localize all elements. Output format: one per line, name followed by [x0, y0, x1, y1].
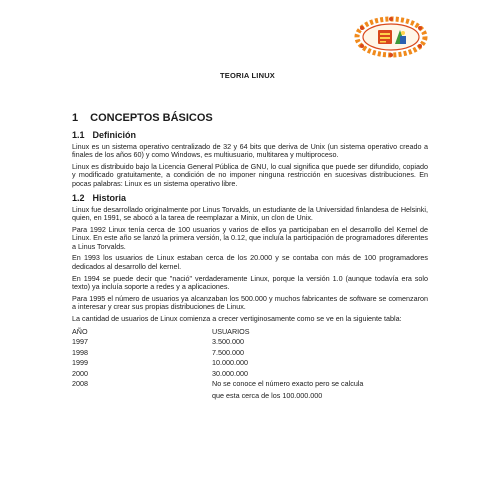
table-row	[72, 348, 363, 359]
paragraph: Linux fue desarrollado originalmente por Linus Torvalds, un estudiante de la Universidad finlandesa de Helsinki, quien, en 1991, se abocó a la tarea de reemplazar a Minix, un clon de Unix.	[72, 204, 428, 223]
table-cell-year: 1998	[72, 347, 88, 357]
users-by-year-table	[72, 327, 363, 401]
table-cell-users-line: No se conoce el número exacto pero se calcula	[212, 379, 364, 389]
table-cell-year: 2000	[72, 368, 88, 378]
table-cell-users: 3.500.000	[212, 337, 244, 347]
subsection-definicion-heading	[72, 130, 428, 140]
table-cell-users: 30.000.000	[212, 368, 248, 378]
paragraph: Linux es un sistema operativo centralizado de 32 y 64 bits que deriva de Unix (un sistema operativo creado a finales de los años 60) y como Windows, es multiusuario, multitarea y multiproceso.	[72, 142, 428, 160]
table-cell-users: 7.500.000	[212, 347, 244, 357]
paragraph: En 1993 los usuarios de Linux estaban cerca de los 20.000 y se contaba con más de 100 programadores dedicados al desarrollo del kernel.	[72, 253, 428, 271]
table-row	[72, 358, 363, 369]
table-header-row	[72, 327, 363, 338]
paragraph: Linux es distribuido bajo la Licencia General Pública de GNU, lo cual significa que puede ser difundido, copiado y modificado gratuitamente, a condición de no imponer ninguna restricción en sucesivas distribuciones. En pocas palabras: Linux es un sistema operativo libre.	[72, 162, 428, 188]
table-cell-users	[212, 379, 363, 400]
table-cell-year: 1997	[72, 337, 88, 347]
subsection-title: Historia	[92, 192, 127, 203]
table-row	[72, 369, 363, 380]
paragraph: Para 1995 el número de usuarios ya alcanzaban los 500.000 y muchos fabricantes de software se comenzaron a interesar y crear sus propias distribuciones de Linux.	[72, 293, 428, 311]
section-number: 1	[72, 112, 79, 124]
table-cell-users-line: que esta cerca de los 100.000.000	[212, 391, 323, 401]
subsection-historia-heading	[72, 193, 428, 203]
document-title: TEORIA LINUX	[219, 71, 276, 80]
paragraph: En 1994 se puede decir que "nació" verdaderamente Linux, porque la versión 1.0 (aunque todavía era solo texto) ya incluía soporte a redes y a aplicaciones.	[72, 273, 428, 291]
paragraph: Para 1992 Linux tenía cerca de 100 usuarios y varios de ellos ya participaban en el desarrollo del Kernel de Linux. En este año se lanzó la primera versión, la 0.12, que incluía la participación de programadores diferentes a Linus Torvalds.	[72, 225, 428, 251]
document-content	[72, 112, 428, 400]
school-logo-icon	[350, 14, 432, 60]
table-header-cell: USUARIOS	[212, 326, 250, 336]
table-row	[72, 337, 363, 348]
section-heading	[72, 112, 428, 124]
subsection-number: 1.1	[72, 130, 85, 140]
table-cell-year: 2008	[72, 379, 88, 389]
table-row	[72, 379, 363, 400]
section-title: CONCEPTOS BÁSICOS	[90, 112, 213, 124]
paragraph: La cantidad de usuarios de Linux comienza a crecer vertiginosamente como se ve en la siguiente tabla:	[72, 313, 402, 323]
subsection-number: 1.2	[72, 192, 85, 203]
subsection-title: Definición	[92, 130, 137, 140]
table-header-cell: AÑO	[72, 326, 88, 336]
table-cell-users: 10.000.000	[212, 358, 248, 368]
table-cell-year: 1999	[72, 358, 88, 368]
